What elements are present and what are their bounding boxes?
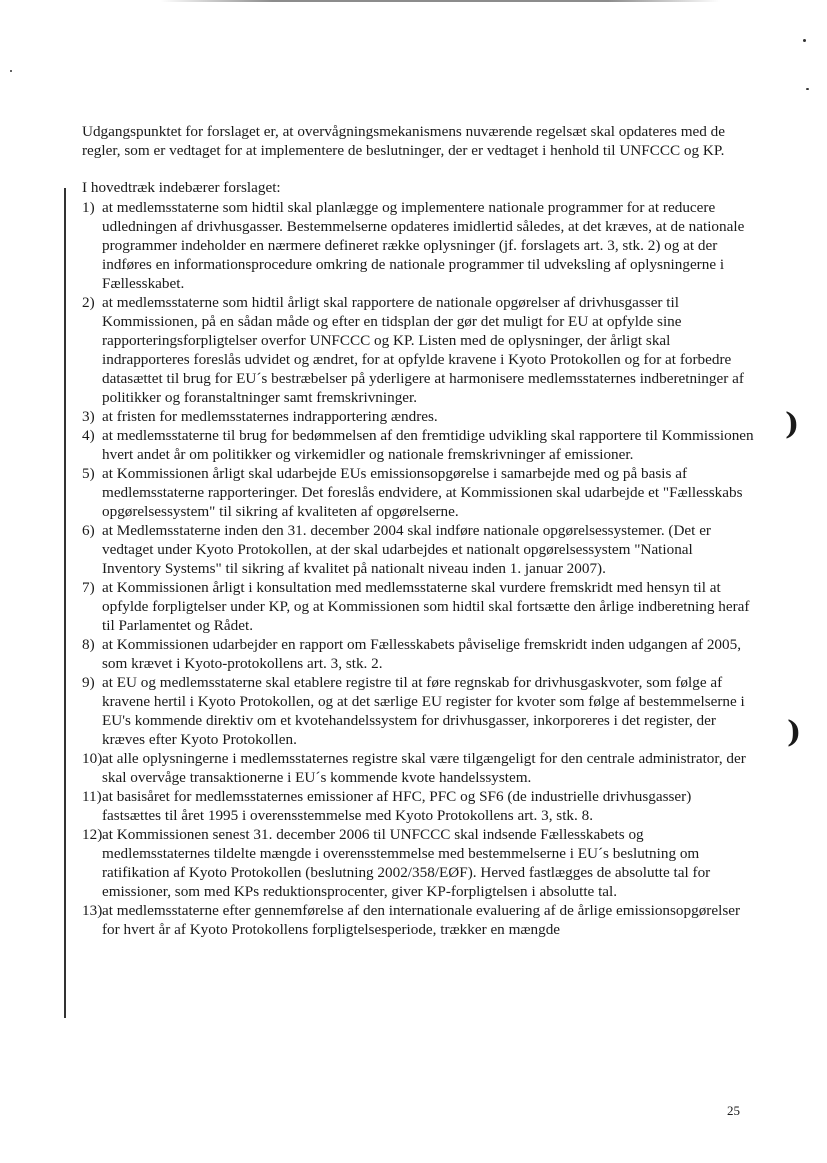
list-item — [82, 293, 754, 407]
scan-speck — [806, 88, 809, 90]
scan-speck — [10, 70, 12, 72]
item-number: 1) — [82, 199, 95, 216]
list-item — [82, 578, 754, 635]
item-number: 8) — [82, 636, 95, 653]
list-item — [82, 198, 754, 293]
item-text: at medlemsstaterne som hidtil skal planlægge og implementere nationale programmer for at reducere udledningen af drivhusgasser. Bestemmelserne opdateres imidlertid således, at det kræves, at de nationale programmer indeholder en nærmere defineret række oplysninger (jf. forslagets art. 3, stk. 2) og at der indføres en informationsprocedure omkring de nationale programmer til udveksling af oplysningerne i Fællesskabet. — [102, 199, 745, 292]
binder-hole-mark: ) — [787, 715, 802, 750]
item-number: 5) — [82, 465, 95, 482]
margin-bar — [64, 188, 66, 1018]
list-heading: I hovedtræk indebærer forslaget: — [82, 179, 281, 196]
item-text: at Kommissionen årligt skal udarbejde EUs emissionsopgørelse i samarbejde med og på basis af medlemsstaterne rapporteringer. Det foreslås endvidere, at Kommissionen skal udarbejde et "Fællesskabs opgørelsessystem" til sikring af kvaliteten af opgørelserne. — [102, 465, 743, 520]
scan-speck — [803, 39, 806, 42]
item-number: 13) — [82, 902, 103, 919]
list-item — [82, 901, 754, 939]
proposal-list — [82, 198, 754, 939]
item-text: at Medlemsstaterne inden den 31. december 2004 skal indføre nationale opgørelsessystemer. (Det er vedtaget under Kyoto Protokollen, at der skal udarbejdes et nationalt opgørelsessystem "National Inventory Systems" til sikring af kvalitet på nationalt niveau inden 1. januar 2007). — [102, 522, 711, 577]
list-item — [82, 521, 754, 578]
list-item — [82, 787, 754, 825]
item-number: 7) — [82, 579, 95, 596]
binder-hole-mark: ) — [785, 407, 800, 442]
list-item — [82, 749, 754, 787]
item-text: at Kommissionen årligt i konsultation med medlemsstaterne skal vurdere fremskridt med hensyn til at opfylde forpligtelser under KP, og at Kommissionen som hidtil skal fortsætte den årlige indberetning heraf til Parlamentet og Rådet. — [102, 579, 750, 634]
item-number: 11) — [82, 788, 102, 805]
item-number: 10) — [82, 750, 103, 767]
proposal-list-wrapper — [82, 198, 754, 939]
item-text: at Kommissionen senest 31. december 2006 til UNFCCC skal indsende Fællesskabets og medlemsstaternes tildelte mængde i overensstemmelse med bestemmelserne i EU´s beslutning om ratifikation af Kyoto Protokollen (beslutning 2002/358/EØF). Herved fastlægges de absolutte tal for emissioner, som med KPs reduktionsprocenter, giver KP-forpligtelsen i absolutte tal. — [102, 826, 711, 900]
list-item — [82, 673, 754, 749]
list-item — [82, 426, 754, 464]
scan-edge-line — [160, 0, 720, 2]
document-body — [82, 122, 754, 939]
item-number: 3) — [82, 408, 95, 425]
item-text: at alle oplysningerne i medlemsstaternes registre skal være tilgængeligt for den centrale administrator, der skal overvåge transaktionerne i EU´s kommende kvote handelssystem. — [102, 750, 746, 786]
item-number: 9) — [82, 674, 95, 691]
item-text: at EU og medlemsstaterne skal etablere registre til at føre regnskab for drivhusgaskvoter, som følge af kravene hertil i Kyoto Protokollen, og at det særlige EU register for kvoter som følge af bestemmelserne i EU's kommende direktiv om et kvotehandelssystem for drivhusgasser, inkorporeres i det register, der kræves efter Kyoto Protokollen. — [102, 674, 745, 748]
item-number: 6) — [82, 522, 95, 539]
list-item — [82, 464, 754, 521]
item-text: at fristen for medlemsstaternes indrapportering ændres. — [102, 408, 438, 425]
item-text: at medlemsstaterne efter gennemførelse af den internationale evaluering af de årlige emissionsopgørelser for hvert år af Kyoto Protokollens forpligtelsesperiode, trækker en mængde — [102, 902, 741, 938]
item-number: 12) — [82, 826, 103, 843]
intro-paragraph: Udgangspunktet for forslaget er, at overvågningsmekanismens nuværende regelsæt skal opdateres med de regler, som er vedtaget for at implementere de beslutninger, der er vedtaget i henhold til UNFCCC og KP. — [82, 123, 725, 159]
item-text: at medlemsstaterne til brug for bedømmelsen af den fremtidige udvikling skal rapportere til Kommissionen hvert andet år om politikker og virkemidler og nationale fremskrivninger af emissioner. — [102, 427, 754, 463]
item-text: at basisåret for medlemsstaternes emissioner af HFC, PFC og SF6 (de industrielle drivhusgasser) fastsættes til året 1995 i overensstemmelse med Kyoto Protokollens art. 3, stk. 8. — [102, 788, 692, 824]
item-text: at medlemsstaterne som hidtil årligt skal rapportere de nationale opgørelser af drivhusgasser til Kommissionen, på en sådan måde og efter en tidsplan der gør det muligt for EU at opfylde sine rapporteringsforpligtelser overfor UNFCCC og KP. Listen med de oplysninger, der årligt skal indrapporteres foreslås udvidet og ændret, for at opfylde kravene i Kyoto Protokollen og for at forbedre datasættet til brug for EU´s bestræbelser på yderligere at harmonisere medlemsstaternes indberetninger af politikker og foranstaltninger samt fremskrivninger. — [102, 294, 744, 406]
page-number: 25 — [727, 1103, 740, 1118]
list-item — [82, 407, 754, 426]
item-text: at Kommissionen udarbejder en rapport om Fællesskabets påviselige fremskridt inden udgangen af 2005, som krævet i Kyoto-protokollens art. 3, stk. 2. — [102, 636, 741, 672]
item-number: 4) — [82, 427, 95, 444]
item-number: 2) — [82, 294, 95, 311]
list-item — [82, 635, 754, 673]
list-item — [82, 825, 754, 901]
